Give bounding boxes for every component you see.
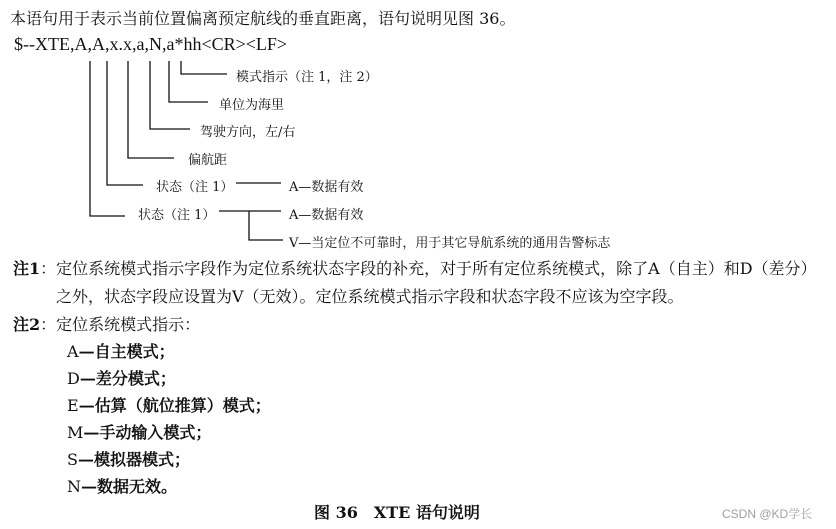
label-units: 单位为海里 [219, 98, 285, 113]
note1-text-1: ：定位系统模式指示字段作为定位系统状态字段的补充，对于所有定位系统模式，除了A（自主）和D（差分） [40, 259, 817, 278]
sentence-format: $--XTE,A,A,x.x,a,N,a*hh<CR><LF> [14, 34, 288, 54]
mode-text: —差分模式； [79, 369, 176, 388]
figure-caption: 图 36 XTE 语句说明 [314, 503, 480, 522]
label-mode-indicator: 模式指示（注 1，注 2） [236, 70, 378, 85]
mode-item [67, 339, 175, 362]
mode-text: —手动输入模式； [83, 423, 212, 442]
label-status1-v: V—当定位不可靠时，用于其它导航系统的通用告警标志 [289, 236, 611, 251]
mode-code: M [67, 423, 84, 442]
mode-code: D [67, 369, 80, 388]
label-xte-distance: 偏航距 [188, 153, 228, 168]
bracket-steer-direction [150, 61, 190, 129]
watermark: CSDN @KD学长 [722, 507, 813, 521]
mode-code: A [67, 342, 79, 361]
mode-text: —模拟器模式； [77, 450, 190, 469]
mode-text: —数据无效。 [81, 477, 178, 496]
mode-text: —自主模式； [78, 342, 175, 361]
intro-text: 本语句用于表示当前位置偏离预定航线的垂直距离，语句说明见图 36。 [10, 9, 516, 28]
mode-item [67, 474, 177, 497]
label-steer-direction: 驾驶方向，左/右 [200, 125, 296, 140]
note2-header [13, 312, 200, 335]
label-status2-a: A—数据有效 [289, 180, 364, 195]
mode-code: N [67, 477, 81, 496]
label-status1-a: A—数据有效 [289, 208, 364, 223]
mode-item [67, 366, 176, 389]
bracket-mode-indicator [181, 61, 227, 74]
mode-code: S [67, 450, 78, 469]
note2-title: ：定位系统模式指示： [40, 315, 201, 334]
status1-v-branch [249, 211, 283, 240]
mode-item [67, 420, 211, 443]
label-status2: 状态（注 1） [156, 180, 234, 195]
bracket-xte-distance [128, 61, 174, 158]
mode-item [67, 393, 271, 416]
mode-item [67, 447, 190, 470]
note1-label: 注1 [13, 259, 41, 278]
note1-line1 [13, 256, 817, 279]
mode-code: E [67, 396, 79, 415]
mode-text: —估算（航位推算）模式； [78, 396, 271, 415]
note2-label: 注2 [13, 315, 41, 334]
bracket-status2 [107, 61, 143, 185]
label-status1: 状态（注 1） [138, 208, 216, 223]
note1-line2: 之外，状态字段应设置为V（无效）。定位系统模式指示字段和状态字段不应该为空字段。 [56, 287, 684, 306]
bracket-units [169, 61, 208, 102]
